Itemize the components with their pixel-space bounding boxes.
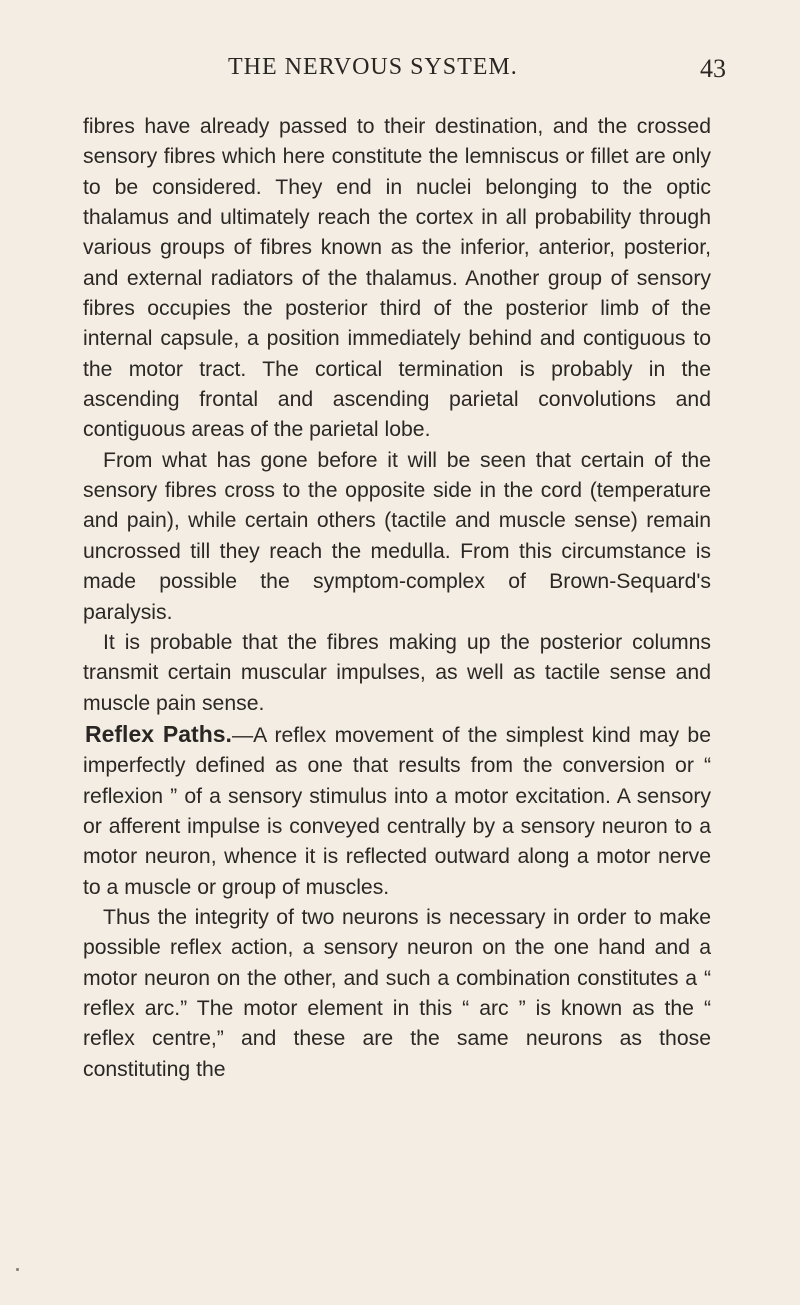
paragraph-2: From what has gone before it will be seen that certain of the sensory fibres cross to the opposite side in the cord (temperature and pain), while certain others (tactile and muscle sense) remain uncrossed till they reach the medulla. From this circumstance is made possible the symptom-complex of Brown-Sequard's paralysis. xyxy=(83,448,711,624)
paper-speck xyxy=(16,1268,19,1271)
paragraph-5: Thus the integrity of two neurons is necessary in order to make possible reflex action, a sensory neuron on the one hand and a motor neuron on the other, and such a combination constitutes a “ reflex arc.” The motor element in this “ arc ” is known as the “ reflex centre,” and these are the same neurons as those constituting the xyxy=(83,905,711,1081)
paragraph-4-text: —A reflex movement of the simplest kind may be imperfectly defined as one that results from the conversion or “ reflexion ” of a sensory stimulus into a motor excitation. A sensory or afferent impulse is conveyed centrally by a sensory neuron to a motor neuron, whence it is reflected outward along a motor nerve to a muscle or group of muscles. xyxy=(83,723,711,899)
body-text xyxy=(83,112,711,1085)
section-heading: Reflex Paths. xyxy=(85,720,232,747)
paragraph-3: It is probable that the fibres making up the posterior columns transmit certain muscular impulses, as well as tactile sense and muscle pain sense. xyxy=(83,630,711,715)
paragraph-1: fibres have already passed to their destination, and the crossed sensory fibres which here constitute the lemniscus or fillet are only to be considered. They end in nuclei belonging to the optic thalamus and ultimately reach the cortex in all probability through various groups of fibres known as the inferior, anterior, posterior, and external radiators of the thalamus. Another group of sensory fibres occupies the posterior third of the posterior limb of the internal capsule, a position immediately behind and contiguous to the motor tract. The cortical termination is probably in the ascending frontal and ascending parietal convolutions and contiguous areas of the parietal lobe. xyxy=(83,115,711,442)
running-head: THE NERVOUS SYSTEM. xyxy=(228,54,518,80)
page-header xyxy=(0,54,800,88)
paragraph-4 xyxy=(83,719,711,903)
page-number: 43 xyxy=(700,54,726,83)
